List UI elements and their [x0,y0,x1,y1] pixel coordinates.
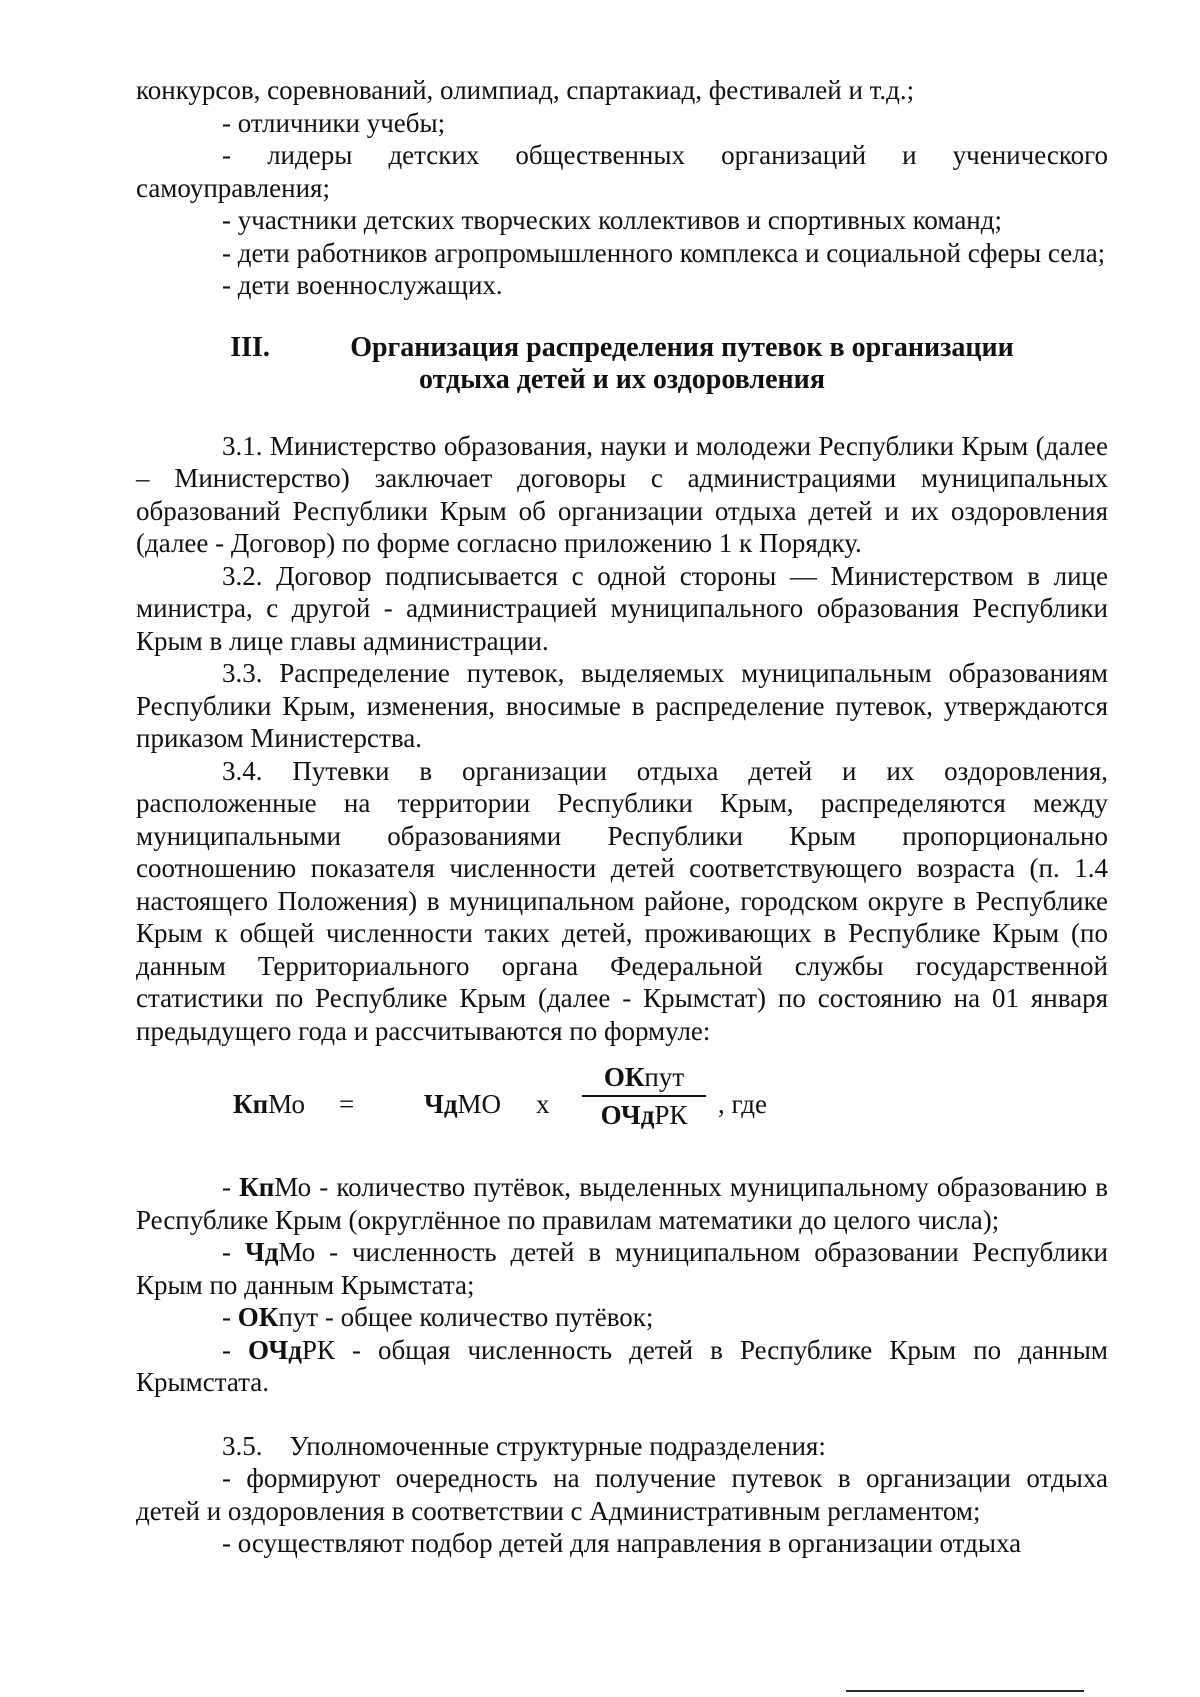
definition-dash: - [222,1237,245,1267]
definition-term-rest: Мо [278,1237,316,1267]
list-item: - отличники учебы; [222,107,446,138]
fraction-bar [582,1095,706,1097]
definition-dash: - [222,1172,240,1202]
definition-item [136,1334,1108,1399]
paragraph-continuation: конкурсов, соревнований, олимпиад, спартакиад, фестивалей и т.д.; [136,75,915,105]
formula-lhs-bold: Кп [233,1089,269,1119]
clause-3-3: 3.3. Распределение путевок, выделяемых муниципальным образованиям Республики Крым, изменения, вносимые в распределение путевок, утверждаются приказом Министерства. [136,658,1108,753]
clause-3-4: 3.4. Путевки в организации отдыха детей и их оздоровления, расположенные на территории Республики Крым, распределяются между муниципальными образованиями Республики Крым пропорционально соотношению показателя численности детей соответствующего возраста (п. 1.4 настоящего Положения) в муниципальном районе, городском округе в Республике Крым к общей численности таких детей, проживающих в Республике Крым (по данным Территориального органа Федеральной службы государственной статистики по Республике Крым (далее - Крымстат) по состоянию на 01 января предыдущего года и рассчитываются по формуле: [136,755,1108,1046]
definition-item [136,1171,1108,1236]
formula-num-bold: ОК [603,1062,645,1092]
definition-text: - количество путёвок, выделенных муниципальному образованию в Республике Крым (округлённое по правилам математики до целого числа); [136,1172,1108,1235]
definition-dash: - [222,1302,238,1332]
definition-dash: - [222,1334,249,1365]
section-number: III. [230,331,270,363]
list-item: - дети военнослужащих. [222,270,503,300]
clause-3-5-heading: 3.5. Уполномоченные структурные подразделения: [222,1430,826,1461]
definition-term-bold: Чд [244,1237,279,1267]
formula-where: , где [718,1089,767,1119]
scan-edge-line [846,1690,1084,1692]
section-title-line1: Организация распределения путевок в организации [350,331,1014,363]
clause-3-2: 3.2. Договор подписывается с одной стороны — Министерством в лице министра, с другой - администрацией муниципального образования Республики Крым в лице главы администрации. [136,560,1108,656]
definition-term-rest: РК [301,1334,335,1365]
definition-term-bold: ОЧд [248,1334,302,1365]
definition-text: - общее количество путёвок; [318,1302,654,1332]
formula-times: х [536,1089,550,1119]
definition-term-bold: ОК [237,1302,279,1332]
distribution-formula [136,1047,1108,1171]
document-page [136,74,1108,1560]
formula-denominator [582,1100,706,1130]
list-item: - осуществляют подбор детей для направления в организации отдыха [222,1528,1022,1558]
formula-lhs [233,1088,305,1121]
formula-numerator [582,1062,706,1092]
formula-fraction [582,1062,706,1130]
formula-mid-rest: МО [457,1089,501,1119]
definition-text: - общая численность детей в Республике Крым по данным Крымстата. [136,1334,1108,1397]
definition-term-rest: Мо [274,1172,312,1202]
formula-den-rest: РК [654,1100,688,1130]
definition-term-rest: пут [278,1302,319,1332]
definition-term-bold: Кп [239,1172,275,1202]
list-item: - лидеры детских общественных организаций и ученического самоуправления; [136,140,1108,203]
definition-item [136,1236,1108,1301]
formula-den-bold: ОЧд [600,1100,655,1130]
formula-equals: = [339,1089,355,1119]
section-heading [136,332,1108,397]
definition-text: - численность детей в муниципальном образовании Республики Крым по данным Крымстата; [136,1237,1109,1300]
formula-children-mo [424,1088,501,1121]
clause-3-1: 3.1. Министерство образования, науки и молодежи Республики Крым (далее – Министерство) заключает договоры с администрациями муниципальных образований Республики Крым об организации отдыха детей и их оздоровления (далее - Договор) по форме согласно приложению 1 к Порядку. [136,430,1108,558]
list-item: - формируют очередность на получение путевок в организации отдыха детей и оздоровления в соответствии с Административным регламентом; [136,1463,1108,1526]
list-item: - участники детских творческих коллективов и спортивных команд; [222,205,1002,235]
definition-item [136,1301,1108,1334]
list-item: - дети работников агропромышленного комплекса и социальной сферы села; [222,237,1106,268]
formula-mid-bold: Чд [424,1089,458,1119]
spacer [136,1399,1108,1430]
formula-num-rest: пут [644,1062,685,1092]
formula-lhs-rest: Мо [268,1089,305,1119]
section-title-line2: отдыха детей и их оздоровления [419,364,825,395]
